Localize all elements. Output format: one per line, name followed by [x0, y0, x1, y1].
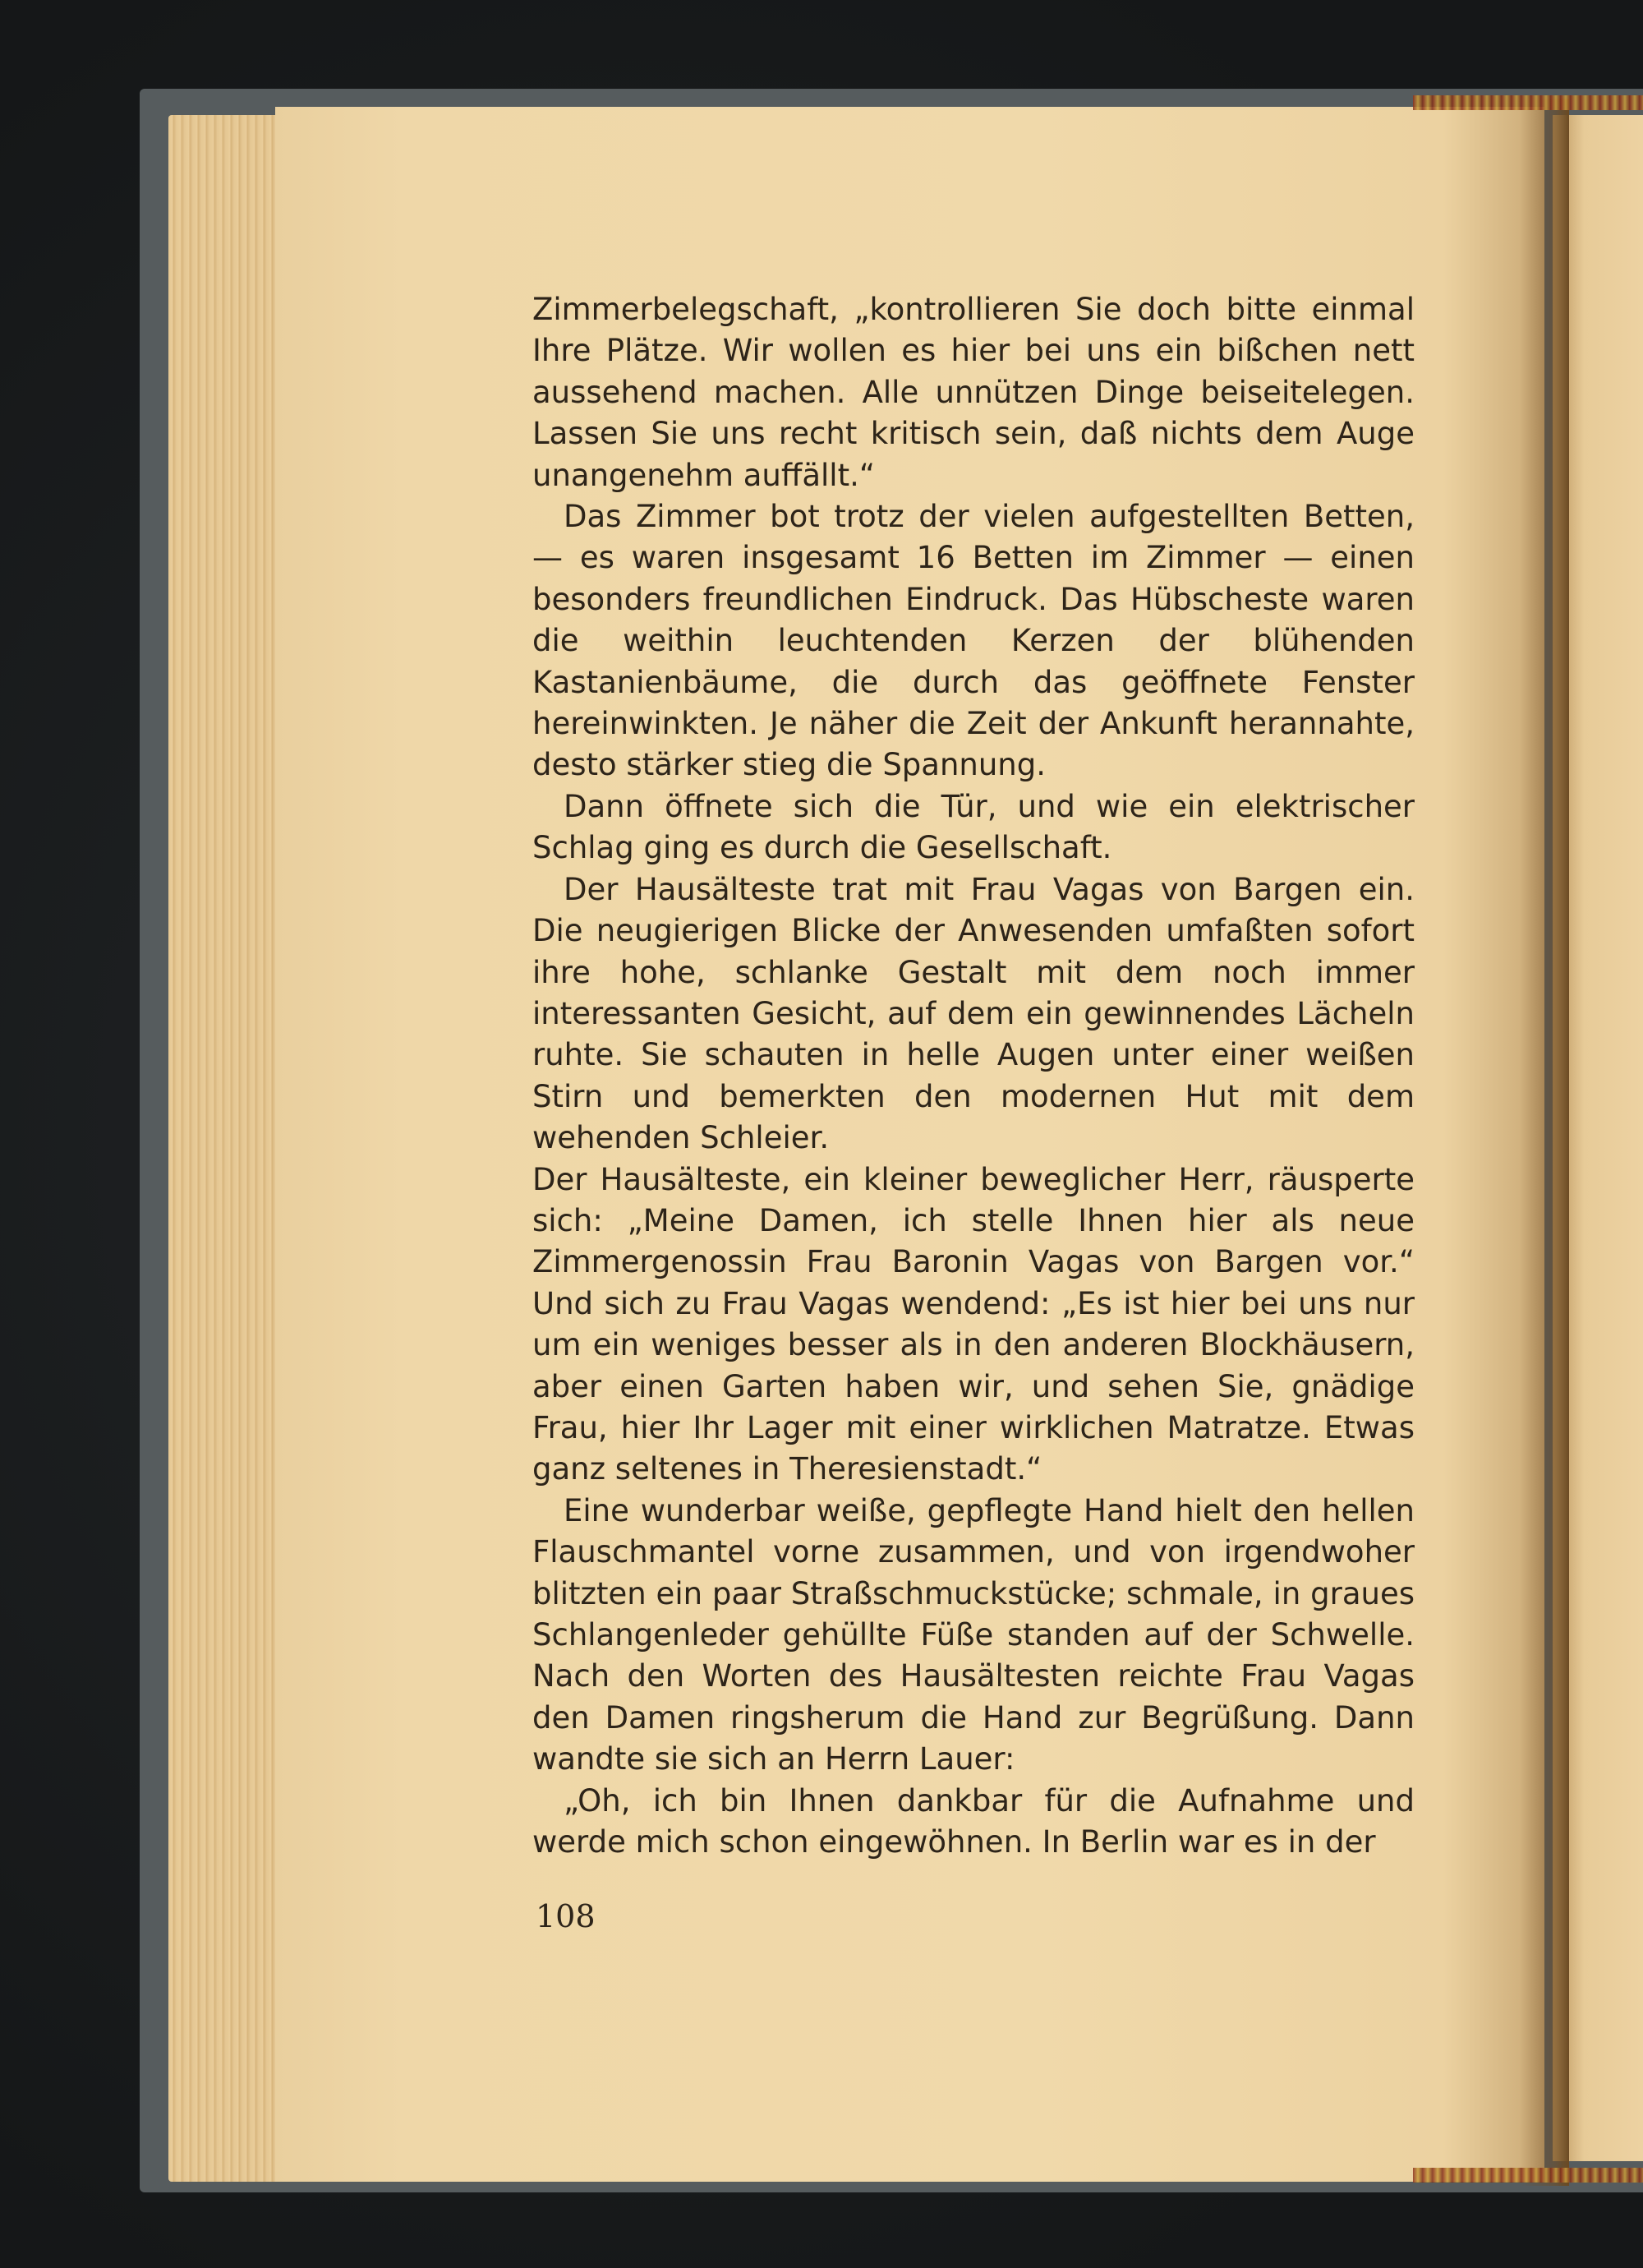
paragraph: „Oh, ich bin Ihnen dankbar für die Aufnahme und werde mich schon eingewöhnen. In Berlin war es in der [532, 1782, 1415, 1860]
paragraph: Zimmerbelegschaft, „kontrollieren Sie doch bitte einmal Ihre Plätze. Wir wollen es hier bei uns ein bißchen nett aussehend machen. Alle unnützen Dinge beiseitelegen. Lassen Sie uns recht kritisch sein, daß nichts dem Auge unangenehm auffällt.“ [532, 292, 1415, 493]
paragraph: Das Zimmer bot trotz der vielen aufgestellten Betten, — es waren insgesamt 16 Betten im Zimmer — einen besonders freundlichen Eindruck. Das Hübscheste waren die weithin leuchtenden Kerzen der blühenden Kastanienbäume, die durch das geöffnete Fenster hereinwinkten. Je näher die Zeit der Ankunft herannahte, desto stärker stieg die Spannung. [532, 499, 1415, 783]
paragraph: Dann öffnete sich die Tür, und wie ein elektrischer Schlag ging es durch die Gesellschaft. [532, 788, 1415, 866]
paragraph: Eine wunderbar weiße, gepflegte Hand hielt den hellen Flauschmantel vorne zusammen, und von irgendwoher blitzten ein paar Straßschmuckstücke; schmale, in graues Schlangenleder gehüllte Füße standen auf der Schwelle. Nach den Worten des Hausältesten reichte Frau Vagas den Damen ringsherum die Hand zur Begrüßung. Dann wandte sie sich an Herrn Lauer: [532, 1492, 1415, 1777]
body-text [532, 289, 1415, 1863]
paragraph: Der Hausälteste, ein kleiner beweglicher Herr, räusperte sich: „Meine Damen, ich stelle Ihnen hier als neue Zimmergenossin Frau Baronin Vagas von Bargen vor.“ Und sich zu Frau Vagas wendend: „Es ist hier bei uns nur um ein weniges besser als in den anderen Blockhäusern, aber einen Garten haben wir, und sehen Sie, gnädige Frau, hier Ihr Lager mit einer wirklichen Matratze. Etwas ganz seltenes in Theresienstadt.“ [532, 1161, 1415, 1487]
paragraph: Der Hausälteste trat mit Frau Vagas von Bargen ein. Die neugierigen Blicke der Anwesenden umfaßten sofort ihre hohe, schlanke Gestalt mit dem noch immer interessanten Gesicht, auf dem ein gewinnendes Lächeln ruhte. Sie schauten in helle Augen unter einer weißen Stirn und bemerkten den modernen Hut mit dem wehenden Schleier. [532, 871, 1415, 1156]
page-number: 108 [536, 1898, 596, 1934]
gutter-shadow [1520, 99, 1569, 2186]
headband-bottom [1413, 2168, 1643, 2183]
headband-top [1413, 95, 1643, 110]
